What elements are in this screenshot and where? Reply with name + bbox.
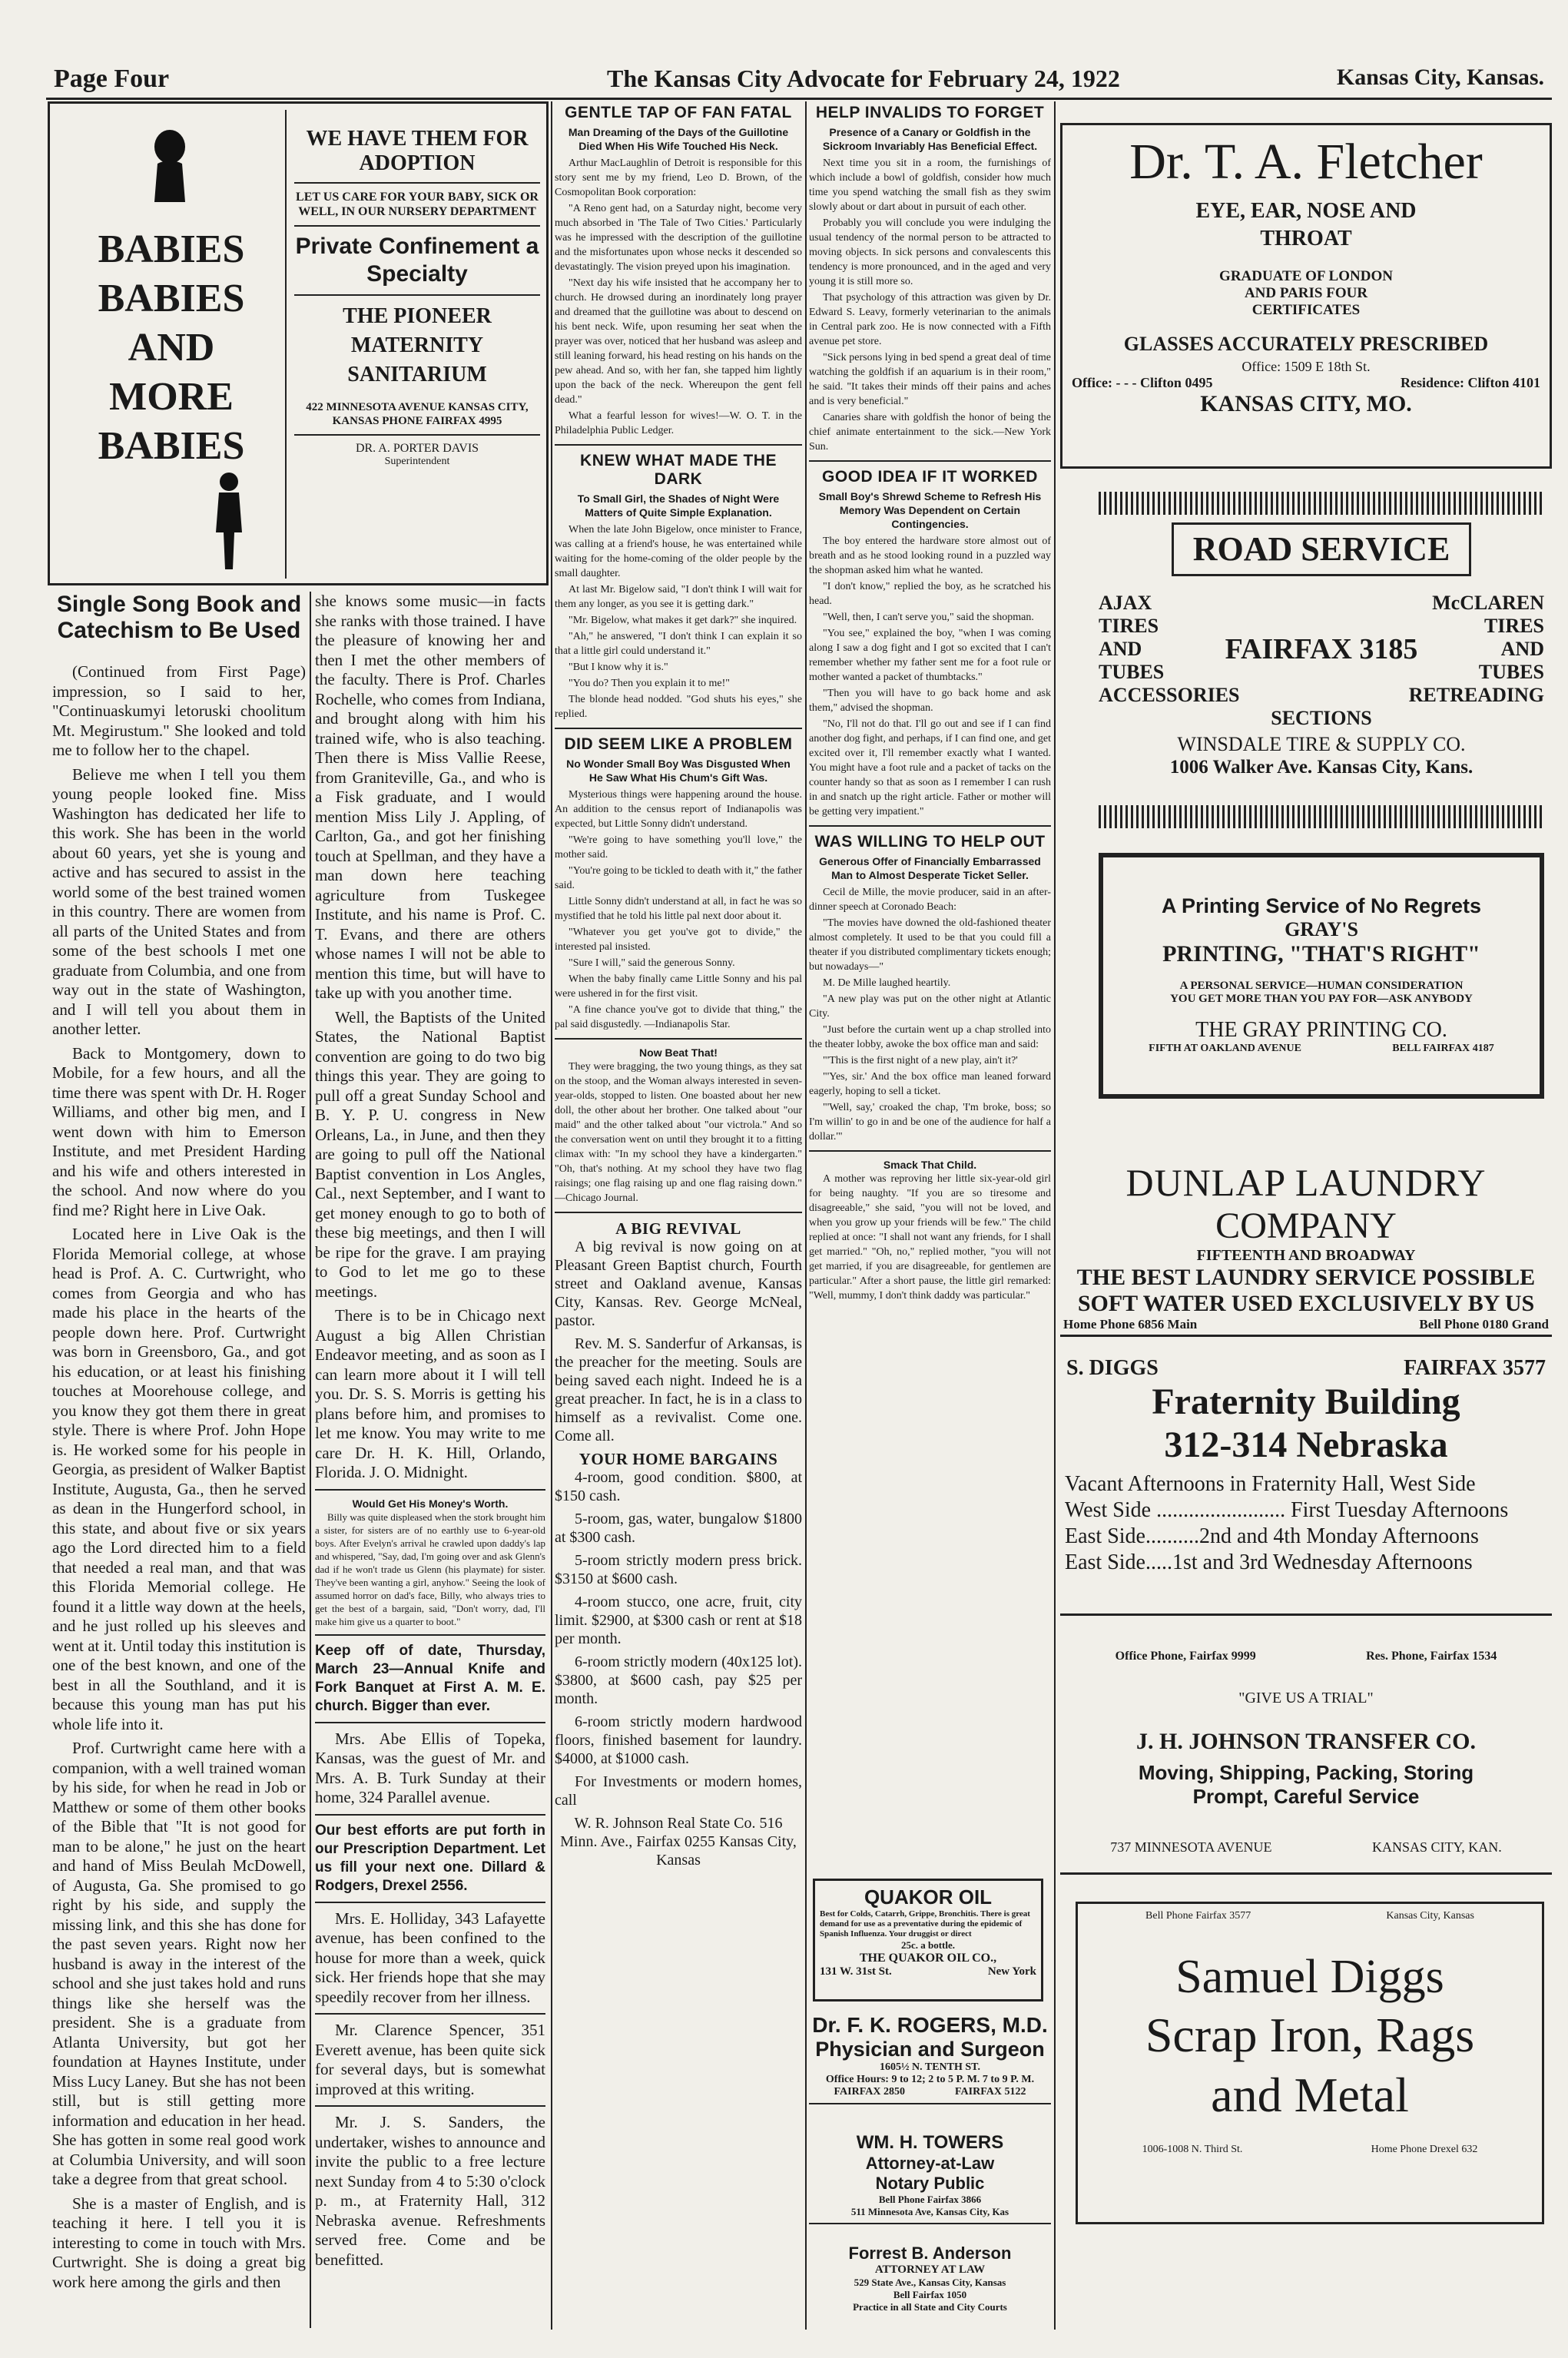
fan-fatal-para: What a fearful lesson for wives!—W. O. T. in the Philadelphia Public Ledger. [555,410,802,436]
problem-para: "Whatever you get you've got to divide," the interested pal insisted. [555,927,802,953]
fletcher-name: Dr. T. A. Fletcher [1129,134,1483,190]
hatch-border-bottom [1099,805,1544,828]
notice-prescription: Our best efforts are put forth in our Prescription Department. Let us fill your next one. Dillard & Rodgers, Drexel 2556. [315,1822,545,1894]
songbook-para: Located here in Live Oak is the Florida Memorial college, at whose head is Prof. A. C. Curtwright, who comes from Georgia and who has made his place in the hearts of the people down here. Prof. Curtwright was born in Greensboro, Ga., and got his education, or at least his finishing touches at Moorehouse college, and you know they got them there in great style. There is where Prof. John Hope is. He worked some for his people in Georgia, as president of Walker Baptist Institute, Augusta, Ga., then he served as dean in the Hungerford school, in this state, and about five or six years ago the Lord directed him to a field that needed a real man, and that was this Florida Memorial college. He found it a little way down at the heels, and he just rolled up his sleeves and went at it. Until today this institution is one of the best known, and one of the best in all the Southland, and it is because this young man has put his whole life into it. [52,1225,306,1733]
fletcher-ad [1060,123,1552,469]
toddler-silhouette-icon [210,471,248,571]
towers-phone: Bell Phone Fairfax 3866 [878,2194,982,2205]
printing-line1: A Printing Service of No Regrets [1161,894,1482,917]
fletcher-glasses: GLASSES ACCURATELY PRESCRIBED [1123,333,1489,355]
songbook-column-2 [315,592,545,2274]
column-4 [809,104,1051,1303]
willing-help-headline: WAS WILLING TO HELP OUT [814,833,1046,851]
fan-fatal-para: Arthur MacLaughlin of Detroit is responsible for this story sent me by my friend, Leo D. Brown, of the Cosmopolitan Book corporation: [555,158,802,198]
printing-address: FIFTH AT OAKLAND AVENUE [1149,1043,1301,1054]
fan-fatal-para: "A Reno gent had, on a Saturday night, become very much absorbed in 'The Tale of Two Cities.' Particularly was he impressed with the description of the guillotine and the misfortunates upon whose necks it descended so devastatingly. The vision preyed upon his imagination. [555,203,802,273]
director-title: Superintendent [384,456,450,467]
towers-address: 511 Minnesota Ave, Kansas City, Kas [850,2206,1009,2217]
adoption-headline: WE HAVE THEM FOR ADOPTION [306,127,529,175]
towers-title-1: Attorney-at-Law [865,2154,995,2173]
bargains-headline: YOUR HOME BARGAINS [578,1450,778,1468]
quaker-city: New York [987,1965,1036,1978]
scrap-address: 1006-1008 N. Third St. [1142,2144,1243,2155]
fletcher-city: KANSAS CITY, MO. [1200,391,1412,416]
quaker-price: 25c. a bottle. [900,1939,956,1951]
songbook-para: There is to be in Chicago next August a big Allen Christian Endeavor meeting, and as soon as I can learn more about it I will tell you. Dr. S. S. Morris is getting his plans before him, and promises to let me know. You may write to me care Dr. H. K. Hill, Orlando, Florida. J. O. Midnight. [315,1306,545,1481]
paper-title: The Kansas City Advocate for February 24, 1922 [607,65,1120,92]
problem-para: "You're going to be tickled to death with it," the father said. [555,865,802,891]
now-beat-text: They were bragging, the two young things, as they sat on the stoop, and the Woman always interested in seven-year-olds, stopped to listen. One boasted about her new doll, the other about her brother. One talked about "our maid" and the other talked about "our victrola." And so the conversation went on until they brought it to a fitting climax with: "In my school they have a kindergarten." "Oh, that's nothing. At my school they have two flag raisings; one flag raising up and one flag raising down." —Chicago Journal. [555,1061,802,1204]
care-note: LET US CARE FOR YOUR BABY, SICK OR WELL, IN OUR NURSERY DEPARTMENT [296,191,539,218]
transfer-city: KANSAS CITY, KAN. [1372,1839,1502,1855]
fletcher-office: Office: 1509 E 18th St. [1241,359,1371,374]
knew-dark-para: "Mr. Bigelow, what makes it get dark?" she inquired. [569,615,797,626]
knew-dark-para: At last Mr. Bigelow said, "I don't think I will wait for them any longer, as you see it is getting dark." [555,584,802,610]
page-label: Page Four [54,65,170,93]
column-3 [555,104,802,1869]
inner-column-rule [310,592,311,2328]
good-idea-para: "Well, then, I can't serve you," said the shopman. [823,612,1034,623]
printing-line4: A PERSONAL SERVICE—HUMAN CONSIDERATION [1179,980,1464,992]
knew-dark-para: "Ah," he answered, "I don't think I can explain it so that a little girl could understand it." [555,631,802,657]
songbook-para: (Continued from First Page) impression, so I said to her, "Continuaskumyi letoruski choolitum Mt. Megirustum." She looked and told me to follow her to the chapel. [52,662,306,759]
transfer-name: J. H. JOHNSON TRANSFER CO. [1135,1729,1476,1754]
transfer-slogan: "GIVE US A TRIAL" [1238,1690,1374,1706]
laundry-home-phone: Home Phone 6856 Main [1063,1317,1198,1332]
good-idea-subhead: Small Boy's Shrewd Scheme to Refresh His Memory Was Dependent on Certain Contingencies. [818,490,1042,530]
child-silhouette-icon [147,127,193,204]
problem-headline: DID SEEM LIKE A PROBLEM [564,735,793,753]
towers-name: WM. H. TOWERS [856,2132,1004,2153]
revival-headline: A BIG REVIVAL [615,1219,741,1238]
road-tires-right: TIRES [1483,615,1544,637]
fraternity-line3: East Side..........2nd and 4th Monday Afternoons [1065,1524,1479,1548]
road-sections: SECTIONS [1271,707,1372,729]
towers-title-2: Notary Public [875,2174,985,2193]
notice-holliday: Mrs. E. Holliday, 343 Lafayette avenue, has been confined to the house for more than a week, quick sick. Her friends hope that she may speedily recover from her illness. [315,1909,545,2006]
road-tubes-right: TUBES [1478,661,1544,683]
quaker-name: QUAKOR OIL [864,1885,993,1909]
help-invalids-para: Probably you will conclude you were indulging the usual tendency of the normal person to be attracted to moving objects. In sick persons and convalescents this tendency is more pronounced, and in the aged and very young it is still more so. [809,217,1051,287]
column-rule-3 [1054,101,1056,2330]
fan-fatal-headline: GENTLE TAP OF FAN FATAL [565,104,792,121]
rogers-phone-2: FAIRFAX 5122 [955,2086,1026,2098]
masthead [46,60,1552,100]
bargain-item: 5-room strictly modern press brick. $3150 at $600 cash. [555,1552,802,1587]
problem-subhead: No Wonder Small Boy Was Disgusted When He Saw What His Chum's Gift Was. [566,758,791,784]
road-company: WINSDALE TIRE & SUPPLY CO. [1177,733,1466,755]
songbook-column-1 [52,662,306,2297]
road-and-left: AND [1099,638,1142,660]
rogers-ad [809,2013,1051,2104]
songbook-para: she knows some music—in facts she ranks with those trained. I have the pleasure of knowing her and then I met the other members of the faculty. There is Prof. Charles Rochelle, who comes from Indiana, and brought along with him his trained wife, who is also teaching. Then there is Miss Vallie Reese, from Graniteville, Ga., and who is a Fisk graduate, and I would mention Miss Lily J. Appling, of Carlton, Ga., and got her finishing touch at Spellman, and they have a man down here teaching agriculture from Tuskegee Institute, and his name is Prof. C. T. Evans, and there are others whose names I will not be able to mention this time, but will have to take up with you another time. [315,592,545,1002]
road-tubes-left: TUBES [1099,661,1165,683]
problem-para: "Sure I will," said the generous Sonny. [569,957,735,969]
bargain-agent: W. R. Johnson Real State Co. 516 Minn. Ave., Fairfax 0255 Kansas City, Kansas [560,1815,797,1869]
road-address: 1006 Walker Ave. Kansas City, Kans. [1169,757,1474,778]
transfer-services: Moving, Shipping, Packing, Storing [1138,1761,1474,1784]
printing-phone: BELL FAIRFAX 4187 [1392,1043,1494,1054]
knew-dark-para: "You do? Then you explain it to me!" [569,678,731,689]
transfer-res-phone: Res. Phone, Fairfax 1534 [1366,1650,1497,1663]
rogers-name: Dr. F. K. ROGERS, M.D. [812,2013,1048,2037]
rogers-phone-1: FAIRFAX 2850 [834,2086,905,2098]
problem-para: "A fine chance you've got to divide that thing," the pal said disgustedly. —Indianapolis Star. [555,1004,802,1030]
hatch-border-top [1099,492,1544,515]
quaker-address: 131 W. 31st St. [820,1965,892,1978]
scrap-city: Kansas City, Kansas [1386,1910,1474,1922]
good-idea-para: "Then you will have to go back home and ask them," advised the shopman. [809,688,1051,714]
knew-dark-headline: KNEW WHAT MADE THE DARK [580,452,777,488]
bargain-item: 5-room, gas, water, bungalow $1800 at $300 cash. [555,1511,802,1546]
knew-dark-para: When the late John Bigelow, once minister to France, was calling at a friend's house, he was entertained while waiting for the home-coming of the older people by the small daughter. [555,524,802,579]
fraternity-owner: S. DIGGS [1066,1356,1159,1380]
transfer-office-phone: Office Phone, Fairfax 9999 [1115,1650,1256,1663]
help-invalids-para: Canaries share with goldfish the honor of being the chief animate entertainment to the sick.—New York Sun. [809,412,1051,453]
transfer-address: 737 MINNESOTA AVENUE [1110,1839,1272,1855]
revival-para: A big revival is now going on at Pleasant Green Baptist church, Fourth street and Oakland avenue, Kansas City, Kansas. Rev. George McNeal, pastor. [555,1239,802,1329]
bargain-item: 4-room, good condition. $800, at $150 cash. [555,1469,802,1504]
willing-help-para: Cecil de Mille, the movie producer, said in an after-dinner speech at Coronado Beach: [809,887,1051,913]
printing-line5: YOU GET MORE THAN YOU PAY FOR—ASK ANYBODY [1170,993,1473,1005]
notice-banquet: Keep off of date, Thursday, March 23—Annual Knife and Fork Banquet at First A. M. E. church. Bigger than ever. [315,1642,545,1714]
masthead-city: Kansas City, Kansas. [1336,65,1544,90]
sanitarium-name: THE PIONEER MATERNITY SANITARIUM [343,304,492,386]
songbook-para: Back to Montgomery, down to Mobile, for a few hours, and all the time there was spent with Dr. H. Roger Williams, and other big men, and I went down with him to Emerson Institute, and met President Harding and his wife and others interested in the school. And now where do you find me? Right here in Live Oak. [52,1043,306,1219]
scrap-ad [1076,1902,1544,2224]
babies-line4: MORE [109,375,234,419]
notice-sanders: Mr. J. S. Sanders, the undertaker, wishes to announce and invite the public to a free lecture next Sunday from 4 to 5:30 o'clock p. m., at Fraternity Hall, 312 Nebraska avenue. Refreshments served free. Come and be benefitted. [315,2113,545,2269]
money-worth-headline: Would Get His Money's Worth. [352,1497,509,1510]
quaker-text: Best for Colds, Catarrh, Grippe, Bronchitis. There is great demand for use as a preventative during the epidemic of Spanish Influenza. Your druggist or direct [820,1909,1030,1938]
anderson-title: ATTORNEY AT LAW [874,2263,986,2276]
laundry-bell-phone: Bell Phone 0180 Grand [1419,1317,1549,1332]
revival-para: Rev. M. S. Sanderfur of Arkansas, is the preacher for the meeting. Souls are being saved each night. Indeed he is a great preacher. In fact, he is in a class to himself as a revivalist. Come one. Come all. [555,1335,802,1444]
column-rule-1 [551,101,552,2330]
bargain-item: 4-room stucco, one acre, fruit, city limit. $2900, at $300 cash or rent at $18 per month. [555,1594,802,1647]
laundry-name-2: COMPANY [1215,1206,1397,1246]
road-accessories: ACCESSORIES [1099,684,1240,706]
quaker-oil-ad [813,1879,1043,2001]
printing-line2: GRAY'S [1285,918,1358,940]
anderson-practice: Practice in all State and City Courts [853,2301,1007,2313]
babies-line1: BABIES [98,227,245,271]
help-invalids-para: Next time you sit in a room, the furnishings of which include a bowl of goldfish, consider how much time you spend watching the small fish as they swim slowly about or dart about in pursuit of each other. [809,158,1051,213]
bargain-item: 6-room strictly modern (40x125 lot). $3800, at $600 cash, pay $25 per month. [555,1653,802,1707]
babies-line2: BABIES [98,277,245,320]
good-idea-para: "No, I'll not do that. I'll go out and see if I can find another dog fight, and perhaps, if I can find one, and get excited over it, I'll remember exactly what I wanted. You might have a foot rule and a packet of tacks on the counter handy so that as soon as I remember I can rush in and snatch up the right article. Father or mother will be getting very impatient." [809,718,1051,818]
willing-help-para: "'Yes, sir.' And the box office man leaned forward eagerly, hoping to sell a ticket. [809,1071,1051,1097]
road-ajax: AJAX [1099,592,1152,614]
road-mcclaren: McCLAREN [1432,592,1544,614]
knew-dark-para: "But I know why it is." [569,662,668,673]
fraternity-line1: Vacant Afternoons in Fraternity Hall, West Side [1065,1472,1476,1496]
road-retreading: RETREADING [1408,684,1544,706]
fan-fatal-para: "Next day his wife insisted that he accompany her to church. He drowsed during an inordinately long prayer and dreamed that the guillotine was about to descend on his bent neck. Wife, upon resuming her seat when the prayer was over, noticed that her husband was asleep and still leaning forward, his head resting on his hands on the pew ahead. And so, with her fan, she tapped him lightly upon the back of the neck. Whereupon the gent fell dead." [555,277,802,406]
good-idea-para: "You see," explained the boy, "when I was coming along I saw a dog fight and I got so excited that I can't remember whether my father sent me for a foot rule or mother wanted a packet of thumbtacks." [809,628,1051,683]
help-invalids-para: That psychology of this attraction was given by Dr. Edward S. Leavy, formerly veterinarian to the animals in Central park zoo. He is now connected with a Fifth avenue pet store. [809,292,1051,347]
notice-ellis: Mrs. Abe Ellis of Topeka, Kansas, was the guest of Mr. and Mrs. A. B. Turk Sunday at their home, 324 Parallel avenue. [315,1729,545,1806]
anderson-phone: Bell Fairfax 1050 [893,2289,967,2300]
willing-help-para: "A new play was put on the other night at Atlantic City. [809,993,1051,1020]
road-tires-left: TIRES [1099,615,1159,637]
problem-para: When the baby finally came Little Sonny and his pal were ushered in for the first visit. [555,973,802,1000]
scrap-line-1: Scrap Iron, Rags [1145,2008,1475,2062]
anderson-address: 529 State Ave., Kansas City, Kansas [854,2277,1006,2288]
songbook-para: Prof. Curtwright came here with a companion, with a well trained woman by his side, for when he read in Job or Matthew or some of them other books of the Bible that "It is not good for man to be alone," he just on the heart and hand of Miss Beulah McDowell, of Augusta, Ga. She promised to go right by his side, and supply the missing link, and this she has done for the past seven years. Right now her husband is away in the interest of the school and she just takes hold and runs things like she herself was the president. She is a graduate from Atlanta University, but got her foundation at Haynes Institute, under Miss Lucy Laney. But she has not been still, but is still getting more information and education in her head. She has gotten in some real good work at Columbia University, and will soon take a degree from that great school. [52,1739,306,2188]
laundry-ad [1060,1106,1552,1337]
maternity-ad [48,101,549,585]
rogers-title: Physician and Surgeon [815,2038,1045,2061]
fraternity-name: Fraternity Building [1152,1381,1460,1422]
money-worth-text: Billy was quite displeased when the stork brought him a sister, for sisters are of no earthly use to 6-year-old boys. After Evelyn's arrival he crawled upon daddy's lap and whispered, "Say, dad, I'm going over and ask Glenn's dad if he won't trade us Glenn (his playmate) for sister. They've been wanting a girl, anyhow." Seeing the look of assumed horror on dad's face, Billy, who always tries to get the best of a bargain, said, "Don't worry, dad, I'll make him give us a quarter to boot." [315,1511,545,1627]
help-invalids-headline: HELP INVALIDS TO FORGET [815,104,1045,121]
help-invalids-para: "Sick persons lying in bed spend a great deal of time watching the goldfish if an aquarium is in their room," he said. "It takes their minds off their pains and aches and is very beneficial." [809,352,1051,407]
private-confinement: Private Confinement a Specialty [295,234,539,287]
printing-company: THE GRAY PRINTING CO. [1195,1018,1447,1042]
notice-spencer: Mr. Clarence Spencer, 351 Everett avenue, has been quite sick for several days, but is somewhat improved at this writing. [315,2021,545,2098]
help-invalids-subhead: Presence of a Canary or Goldfish in the Sickroom Invariably Has Beneficial Effect. [822,126,1038,152]
problem-para: "We're going to have something you'll love," the mother said. [555,834,802,861]
good-idea-para: "I don't know," replied the boy, as he scratched his head. [809,581,1051,607]
fraternity-phone: FAIRFAX 3577 [1404,1356,1546,1380]
road-service-ad [1099,492,1544,830]
babies-panel [56,110,287,579]
fletcher-graduate: GRADUATE OF LONDON AND PARIS FOUR CERTIFICATES [1219,268,1393,318]
scrap-name: Samuel Diggs [1175,1951,1444,2003]
bargain-item: For Investments or modern homes, call [555,1773,802,1809]
smack-headline: Smack That Child. [883,1159,977,1171]
willing-help-para: "Just before the curtain went up a chap strolled into the theater lobby, awoke the box office man and said: [809,1024,1051,1050]
transfer-service-2: Prompt, Careful Service [1192,1785,1420,1808]
rogers-address: 1605½ N. TENTH ST. [880,2061,980,2073]
good-idea-headline: GOOD IDEA IF IT WORKED [822,468,1038,486]
laundry-slogan-2: SOFT WATER USED EXCLUSIVELY BY US [1077,1291,1535,1316]
willing-help-para: "The movies have downed the old-fashioned theater almost completely. It used to be that you could fill a theater if you distributed complimentary tickets enough; but nowadays—" [809,917,1051,973]
towers-ad [809,2132,1051,2224]
songbook-para: She is a master of English, and is teaching it here. I tell you it is interesting to come in touch with Mrs. Curtwright. She is doing a great big work here among the girls and then [52,2194,306,2291]
fletcher-office-phone: Office: - - - Clifton 0495 [1072,375,1213,390]
willing-help-para: "'Well, say,' croaked the chap, 'I'm broke, boss; so I'm willin' to go in and be one of the audience for half a dollar.'" [809,1102,1051,1143]
laundry-slogan-1: THE BEST LAUNDRY SERVICE POSSIBLE [1076,1265,1536,1290]
babies-line5: BABIES [98,424,245,468]
printing-line3: PRINTING, "THAT'S RIGHT" [1162,941,1480,967]
knew-dark-para: The blonde head nodded. "God shuts his eyes," she replied. [555,694,802,720]
director-name: DR. A. PORTER DAVIS [355,442,479,455]
smack-text: A mother was reproving her little six-year-old girl for being naughty. "If you are so tiresome and disagreeable," she said, "you will not be loved, and when you grow up your friends will be few." The child replied at once: "I shall not want any friends, for I shall get married." "Oh, no," replied mother, "you will not get married, if you are disagreeable, for gentlemen are particular." After a short pause, the little girl remarked: "Well, mummy, I don't think daddy was particular." [809,1173,1051,1302]
problem-para: Mysterious things were happening around the house. An addition to the census report of Indianapolis was expected, but Little Sonny didn't understand. [555,789,802,830]
laundry-location: FIFTEENTH AND BROADWAY [1196,1247,1416,1264]
good-idea-para: The boy entered the hardware store almost out of breath and as he stood looking round in a puzzled way the shopman asked him what he wanted. [809,536,1051,576]
column-rule-2 [805,101,807,2330]
printing-ad [1099,853,1544,1099]
rogers-hours: Office Hours: 9 to 12; 2 to 5 P. M. 7 to 9 P. M. [825,2074,1035,2085]
scrap-line-2: and Metal [1211,2068,1409,2122]
anderson-ad [809,2244,1051,2313]
fan-fatal-subhead: Man Dreaming of the Days of the Guillotine Died When His Wife Touched His Neck. [568,126,789,152]
fletcher-residence: Residence: Clifton 4101 [1401,375,1540,390]
songbook-headline: Single Song Book and Catechism to Be Used [56,592,302,643]
songbook-para: Believe me when I tell you them young people looked fine. Miss Washington has dedicated her life to this work. She has been in the world about 60 years, yet she is young and active and has secured to assist in the world some of the best trained women in this country. There are women from all parts of the United States and from some of the best schools I met one graduate from Columbia, and one from way out in the state of Washington, and I will tell you about them in another letter. [52,764,306,1038]
willing-help-subhead: Generous Offer of Financially Embarrassed Man to Almost Desperate Ticket Seller. [819,855,1041,881]
songbook-para: Well, the Baptists of the United States, the National Baptist convention are going to do two big things this year. They are going to pull off a great Sunday School and B. Y. P. U. congress in New Orleans, La., in June, and then they are going to pull off the National Baptist convention in Los Angles, Cal., next September, and I want to get money enough to go to both of these big meetings, and then I will be ripe for the grave. I am praying to God to let me go to these meetings. [315,1007,545,1301]
road-phone: FAIRFAX 3185 [1225,633,1418,665]
willing-help-para: M. De Mille laughed heartily. [823,977,951,989]
fraternity-ad [1060,1348,1552,1602]
fraternity-line2: West Side ........................ First Tuesday Afternoons [1065,1498,1509,1522]
fraternity-line4: East Side.....1st and 3rd Wednesday Afternoons [1065,1550,1473,1574]
fletcher-specialty: EYE, EAR, NOSE AND THROAT [1195,199,1417,250]
sanitarium-address: 422 MINNESOTA AVENUE KANSAS CITY, KANSAS PHONE FAIRFAX 4995 [306,401,529,427]
anderson-name: Forrest B. Anderson [848,2244,1012,2263]
road-headline: ROAD SERVICE [1172,522,1471,576]
laundry-name-1: DUNLAP LAUNDRY [1125,1161,1487,1204]
fraternity-address: 312-314 Nebraska [1164,1424,1448,1465]
problem-para: Little Sonny didn't understand at all, in fact he was so mystified that he told his little pal next door about it. [555,896,802,922]
scrap-phone: Bell Phone Fairfax 3577 [1145,1910,1251,1922]
road-and-right: AND [1500,638,1544,660]
transfer-ad [1060,1613,1552,1875]
quaker-company: THE QUAKOR OIL CO., [859,1952,997,1965]
now-beat-headline: Now Beat That! [639,1046,718,1059]
knew-dark-subhead: To Small Girl, the Shades of Night Were Matters of Quite Simple Explanation. [577,492,780,519]
scrap-home-phone: Home Phone Drexel 632 [1371,2144,1478,2155]
bargain-item: 6-room strictly modern hardwood floors, finished basement for laundry. $4000, at $1000 cash. [555,1713,802,1767]
willing-help-para: "'This is the first night of a new play, ain't it?' [823,1055,1018,1066]
babies-line3: AND [128,326,215,370]
